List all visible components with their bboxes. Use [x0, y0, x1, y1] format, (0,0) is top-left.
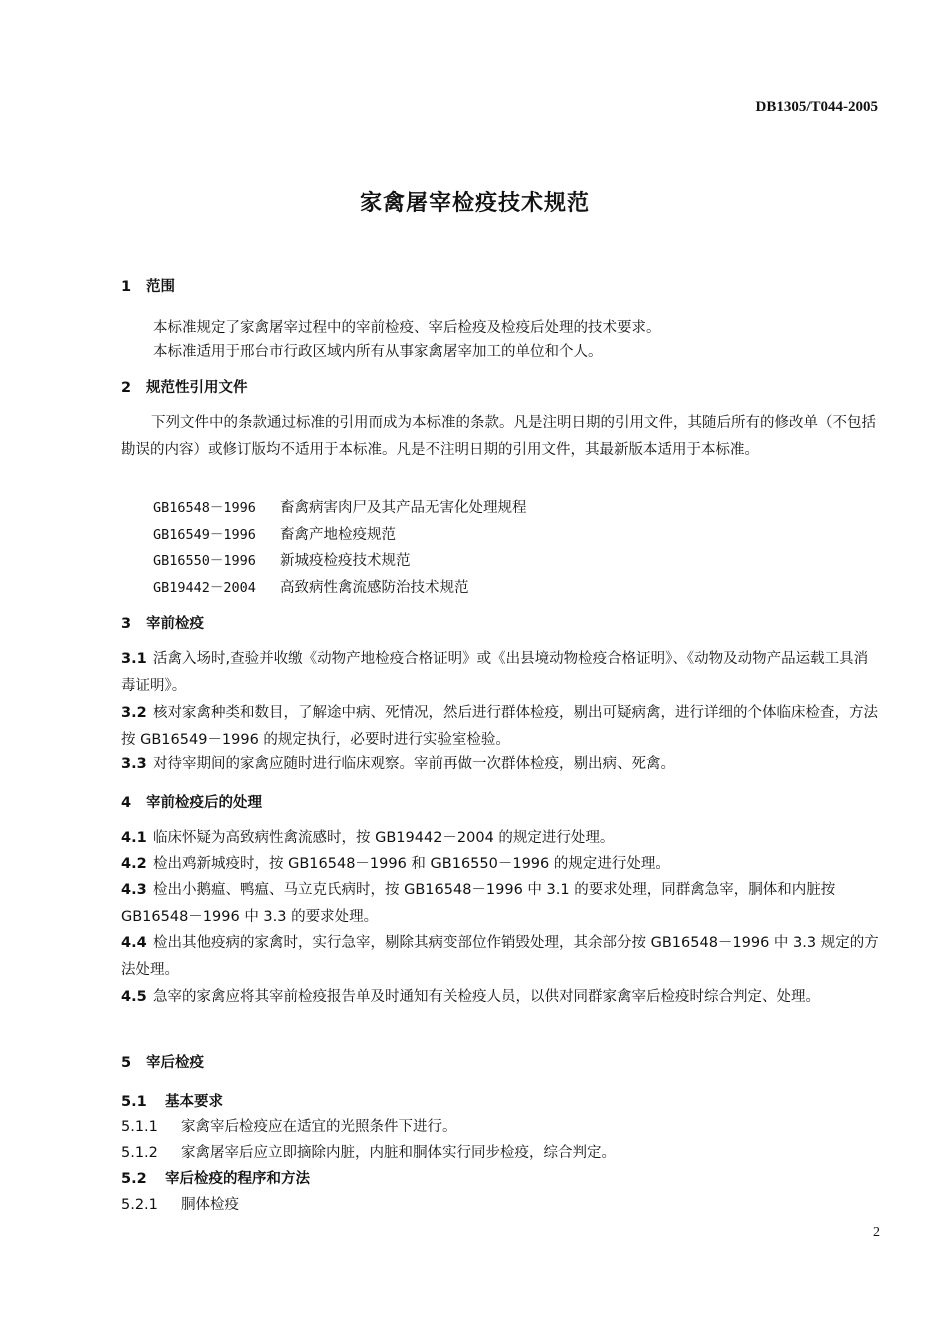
clause-4-4	[121, 930, 881, 984]
section-title: 宰后检疫	[146, 1055, 204, 1071]
reference-item	[153, 549, 411, 570]
reference-item	[153, 523, 396, 544]
clause-text: 家禽屠宰后应立即摘除内脏，内脏和胴体实行同步检疫，综合判定。	[181, 1145, 616, 1161]
clause-number: 4.4	[121, 935, 147, 951]
section-3-heading	[121, 612, 204, 633]
clause-text: 临床怀疑为高致病性禽流感时，按 GB19442－2004 的规定进行处理。	[153, 830, 615, 846]
clause-4-2	[121, 851, 881, 878]
clause-number: 4.5	[121, 989, 147, 1005]
clause-3-2	[121, 700, 881, 754]
section-number: 3	[121, 616, 132, 632]
clause-text: 胴体检疫	[181, 1197, 239, 1213]
clause-number: 5.1	[121, 1094, 147, 1110]
page-number: 2	[873, 1225, 880, 1240]
clause-number: 3.2	[121, 705, 147, 721]
clause-text: 活禽入场时,查验并收缴《动物产地检疫合格证明》或《出县境动物检疫合格证明》、《动物及动物产品运载工具消毒证明》。	[121, 651, 869, 694]
clause-text: 检出小鹅瘟、鸭瘟、马立克氏病时，按 GB16548－1996 中 3.1 的要求处理，同群禽急宰，胴体和内脏按 GB16548－1996 中 3.3 的要求处理。	[121, 882, 836, 925]
section-number: 5	[121, 1055, 132, 1071]
clause-number: 4.3	[121, 882, 147, 898]
standard-code: DB1305/T044-2005	[755, 99, 878, 115]
clause-4-5	[121, 984, 881, 1011]
clause-text: 宰后检疫的程序和方法	[165, 1171, 310, 1187]
clause-number: 5.2	[121, 1171, 147, 1187]
clause-text: 检出鸡新城疫时，按 GB16548－1996 和 GB16550－1996 的规定进行处理。	[153, 856, 670, 872]
clause-number: 5.1.2	[121, 1145, 158, 1161]
clause-5-2	[121, 1167, 310, 1188]
section-title: 宰前检疫	[146, 616, 204, 632]
reference-name: 畜禽病害肉尸及其产品无害化处理规程	[280, 500, 527, 516]
section-number: 4	[121, 795, 132, 811]
clause-5-2-1	[121, 1193, 239, 1214]
reference-code: GB16550－1996	[153, 553, 256, 569]
reference-item	[153, 576, 469, 597]
paragraph: 本标准规定了家禽屠宰过程中的宰前检疫、宰后检疫及检疫后处理的技术要求。	[153, 320, 661, 336]
clause-text: 家禽宰后检疫应在适宜的光照条件下进行。	[181, 1119, 457, 1135]
section-4-heading	[121, 791, 262, 812]
reference-code: GB19442－2004	[153, 580, 256, 596]
clause-text: 检出其他疫病的家禽时，实行急宰，剔除其病变部位作销毁处理，其余部分按 GB16548－1996 中 3.3 规定的方法处理。	[121, 935, 879, 978]
reference-name: 畜禽产地检疫规范	[280, 527, 396, 543]
clause-5-1-2	[121, 1141, 616, 1162]
clause-number: 5.1.1	[121, 1119, 158, 1135]
clause-4-3	[121, 877, 881, 931]
section-1-heading	[121, 275, 175, 296]
section-title: 规范性引用文件	[146, 380, 248, 396]
clause-5-1	[121, 1090, 223, 1111]
clause-number: 5.2.1	[121, 1197, 158, 1213]
clause-4-1	[121, 825, 881, 852]
section-number: 1	[121, 279, 132, 295]
reference-code: GB16549－1996	[153, 527, 256, 543]
reference-code: GB16548－1996	[153, 500, 256, 516]
clause-5-1-1	[121, 1115, 457, 1136]
clause-text: 核对家禽种类和数目，了解途中病、死情况，然后进行群体检疫，剔出可疑病禽，进行详细的个体临床检査，方法按 GB16549－1996 的规定执行，必要时进行实验室检验。	[121, 705, 878, 748]
clause-number: 4.1	[121, 830, 147, 846]
clause-number: 4.2	[121, 856, 147, 872]
clause-text: 急宰的家禽应将其宰前检疫报告单及时通知有关检疫人员，以供对同群家禽宰后检疫时综合判定、处理。	[153, 989, 820, 1005]
reference-name: 高致病性禽流感防治技术规范	[280, 580, 469, 596]
section-2-heading	[121, 376, 248, 397]
section-5-heading	[121, 1051, 204, 1072]
clause-3-3	[121, 751, 881, 778]
clause-text: 基本要求	[165, 1094, 223, 1110]
clause-3-1	[121, 646, 881, 700]
normative-intro: 下列文件中的条款通过标准的引用而成为本标准的条款。凡是注明日期的引用文件，其随后所有的修改单（不包括勘误的内容）或修订版均不适用于本标准。凡是不注明日期的引用文件，其最新版本适用于本标准。	[121, 415, 876, 458]
paragraph: 本标准适用于邢台市行政区域内所有从事家禽屠宰加工的单位和个人。	[153, 344, 603, 360]
section-title: 宰前检疫后的处理	[146, 795, 262, 811]
clause-text: 对待宰期间的家禽应随时进行临床观察。宰前再做一次群体检疫，剔出病、死禽。	[153, 756, 675, 772]
reference-item	[153, 496, 527, 517]
reference-name: 新城疫检疫技术规范	[280, 553, 411, 569]
section-title: 范围	[146, 279, 175, 295]
document-title: 家禽屠宰检疫技术规范	[359, 191, 590, 216]
clause-number: 3.3	[121, 756, 147, 772]
clause-number: 3.1	[121, 651, 147, 667]
section-number: 2	[121, 380, 132, 396]
